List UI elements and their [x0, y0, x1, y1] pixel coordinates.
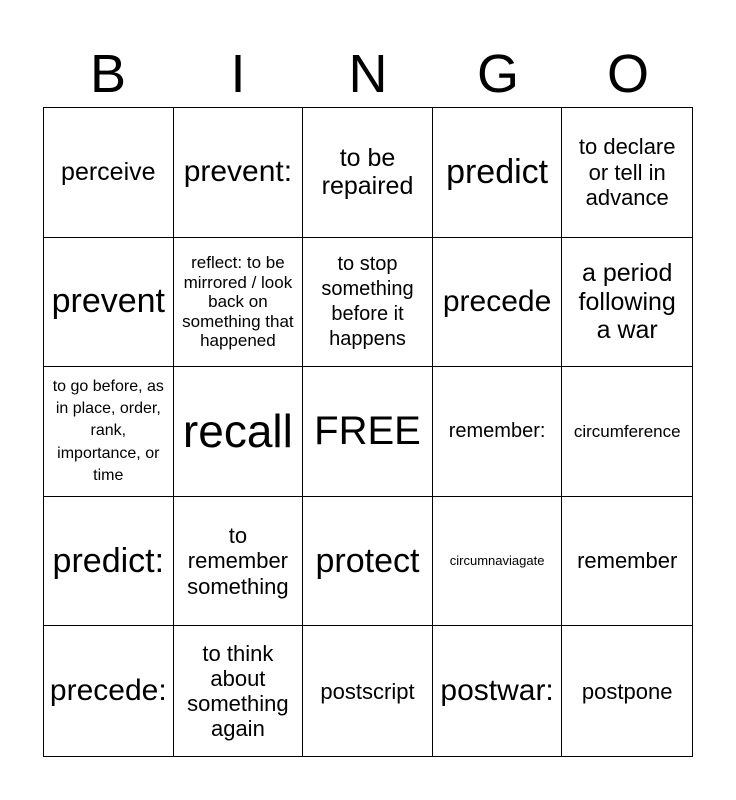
bingo-header: [43, 40, 693, 108]
bingo-cell-r1c1[interactable]: perceive: [44, 108, 174, 238]
bingo-cell-r2c5[interactable]: a period following a war: [562, 238, 692, 368]
bingo-cell-r2c2[interactable]: reflect: to be mirrored / look back on something that happened: [174, 238, 304, 368]
bingo-cell-r3c2[interactable]: recall: [174, 367, 304, 497]
bingo-cell-r5c1[interactable]: precede:: [44, 626, 174, 756]
bingo-cell-r2c1[interactable]: prevent: [44, 238, 174, 368]
bingo-cell-r1c2[interactable]: prevent:: [174, 108, 304, 238]
bingo-board: [43, 107, 693, 757]
header-letter-b: B: [89, 44, 127, 104]
bingo-cell-r5c5[interactable]: postpone: [581, 678, 673, 704]
bingo-cell-r2c4[interactable]: precede: [433, 238, 563, 368]
bingo-cell-r5c4[interactable]: postwar:: [433, 626, 563, 756]
header-letter-i: I: [230, 44, 246, 104]
header-letter-o: O: [606, 44, 649, 104]
bingo-cell-r1c5[interactable]: to declare or tell in advance: [562, 108, 692, 238]
bingo-cell-r4c4[interactable]: circumnaviagate: [433, 497, 563, 627]
header-letter-n: N: [348, 44, 388, 104]
bingo-cell-r4c1[interactable]: predict:: [44, 497, 174, 627]
bingo-cell-r5c3[interactable]: postscript: [303, 626, 433, 756]
bingo-cell-r3c4[interactable]: remember:: [433, 367, 563, 497]
bingo-cell-r4c5[interactable]: remember: [562, 497, 692, 627]
bingo-cell-r1c3[interactable]: to be repaired: [303, 108, 433, 238]
bingo-cell-r4c3[interactable]: protect: [303, 497, 433, 627]
bingo-cell-r2c3[interactable]: to stop something before it happens: [303, 238, 433, 368]
bingo-cell-r5c2[interactable]: to think about something again: [174, 626, 304, 756]
bingo-cell-r3c1[interactable]: to go before, as in place, order, rank, importance, or time: [44, 367, 174, 497]
bingo-cell-r3c5[interactable]: circumference: [562, 367, 692, 497]
bingo-cell-r4c2[interactable]: to remember something: [174, 497, 304, 627]
bingo-cell-r1c4[interactable]: predict: [433, 108, 563, 238]
bingo-cell-r3c3-free[interactable]: FREE: [303, 367, 433, 497]
header-letter-g: G: [476, 44, 519, 104]
